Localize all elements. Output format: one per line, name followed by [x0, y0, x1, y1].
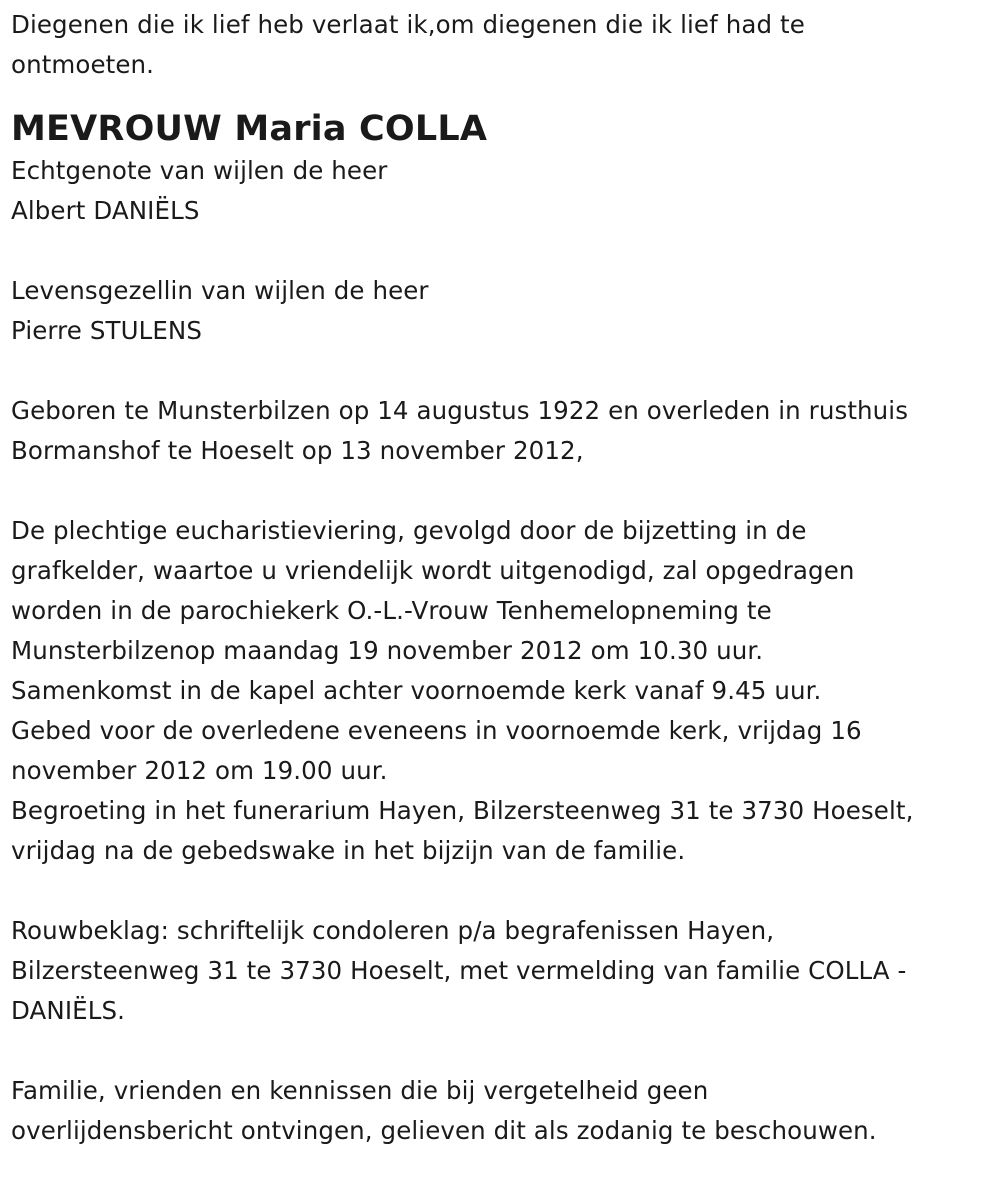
spouse-block: [11, 151, 990, 231]
birth-death-block: [11, 391, 990, 471]
intro-quote: [11, 5, 990, 85]
spacer: [11, 351, 990, 391]
partner-line: Levensgezellin van wijlen de heer: [11, 276, 429, 305]
ceremony-block: [11, 511, 990, 871]
partner-block: [11, 271, 990, 351]
ceremony-line: november 2012 om 19.00 uur.: [11, 756, 388, 785]
ceremony-line: Samenkomst in de kapel achter voornoemde kerk vanaf 9.45 uur.: [11, 676, 822, 705]
intro-line: Diegenen die ik lief heb verlaat ik,om diegenen die ik lief had te: [11, 10, 805, 39]
closing-block: [11, 1071, 990, 1151]
ceremony-line: Gebed voor de overledene eveneens in voornoemde kerk, vrijdag 16: [11, 716, 862, 745]
spacer: [11, 231, 990, 271]
ceremony-line: Begroeting in het funerarium Hayen, Bilzersteenweg 31 te 3730 Hoeselt,: [11, 796, 914, 825]
condolence-line: Bilzersteenweg 31 te 3730 Hoeselt, met vermelding van familie COLLA -: [11, 956, 907, 985]
birth-death-line: Geboren te Munsterbilzen op 14 augustus 1922 en overleden in rusthuis: [11, 396, 909, 425]
condolence-line: DANIËLS.: [11, 996, 126, 1025]
ceremony-line: grafkelder, waartoe u vriendelijk wordt uitgenodigd, zal opgedragen: [11, 556, 855, 585]
spacer: [11, 1031, 990, 1071]
birth-death-line: Bormanshof te Hoeselt op 13 november 2012,: [11, 436, 584, 465]
ceremony-line: vrijdag na de gebedswake in het bijzijn van de familie.: [11, 836, 686, 865]
closing-line: Familie, vrienden en kennissen die bij vergetelheid geen: [11, 1076, 709, 1105]
spacer: [11, 471, 990, 511]
ceremony-line: worden in de parochiekerk O.-L.-Vrouw Tenhemelopneming te: [11, 596, 772, 625]
ceremony-line: Munsterbilzenop maandag 19 november 2012 om 10.30 uur.: [11, 636, 764, 665]
closing-line: overlijdensbericht ontvingen, gelieven dit als zodanig te beschouwen.: [11, 1116, 877, 1145]
condolence-block: [11, 911, 990, 1031]
spacer: [11, 871, 990, 911]
spouse-line: Echtgenote van wijlen de heer: [11, 156, 388, 185]
intro-line: ontmoeten.: [11, 50, 155, 79]
partner-line: Pierre STULENS: [11, 316, 203, 345]
spouse-line: Albert DANIËLS: [11, 196, 200, 225]
deceased-name: MEVROUW Maria COLLA: [11, 109, 488, 149]
ceremony-line: De plechtige eucharistieviering, gevolgd door de bijzetting in de: [11, 516, 807, 545]
condolence-line: Rouwbeklag: schriftelijk condoleren p/a begrafenissen Hayen,: [11, 916, 775, 945]
